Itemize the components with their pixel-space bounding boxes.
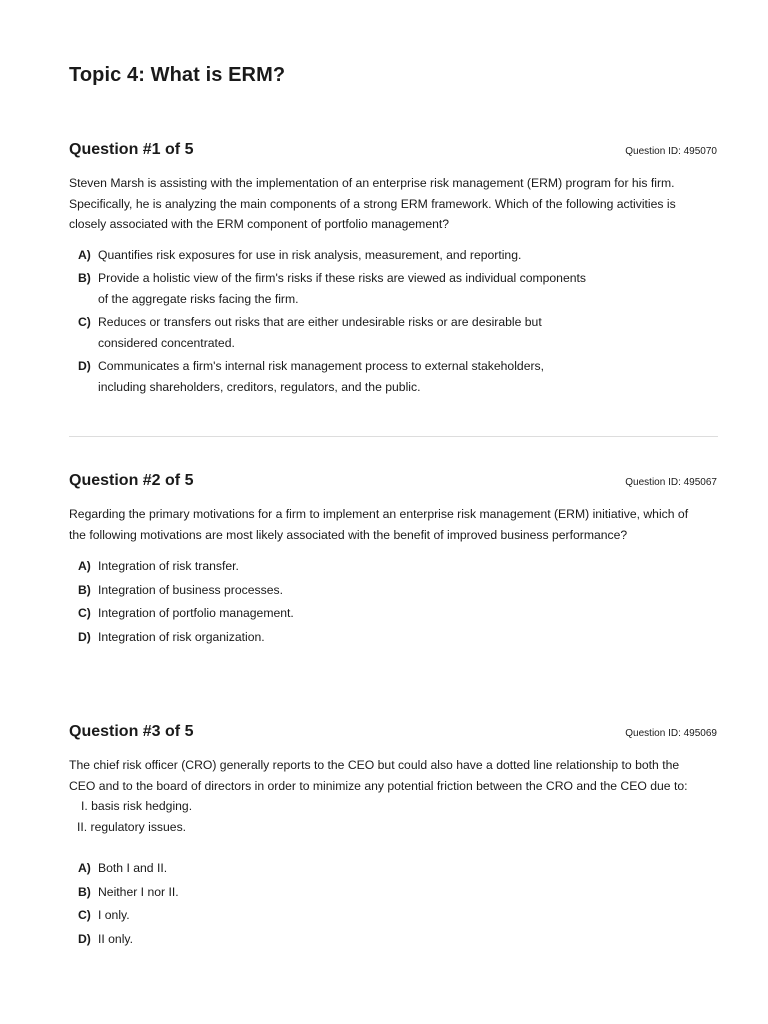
answer-option-c[interactable] (69, 312, 717, 353)
answer-option-a[interactable] (69, 858, 717, 879)
question-id: Question ID: 495067 (625, 477, 717, 488)
answer-option-d[interactable] (69, 929, 717, 950)
answer-option-b[interactable] (69, 268, 717, 309)
answer-letter: B) (78, 884, 91, 899)
answer-option-d[interactable] (69, 356, 717, 397)
answer-text: Neither I nor II. (98, 884, 179, 899)
answer-text: Integration of risk organization. (98, 629, 265, 644)
answer-letter: D) (78, 359, 91, 373)
answer-text: of the aggregate risks facing the firm. (98, 291, 299, 306)
answer-option-a[interactable] (69, 556, 717, 577)
answer-option-a[interactable] (69, 245, 717, 266)
answer-letter: B) (78, 582, 91, 597)
answer-option-d[interactable] (69, 627, 717, 648)
question-text-line: The chief risk officer (CRO) generally reports to the CEO but could also have a dotted line relationship to both the (69, 758, 680, 772)
question-header (69, 472, 717, 496)
answer-letter: D) (78, 931, 91, 946)
answer-option-b[interactable] (69, 882, 717, 903)
question-title: Question #3 of 5 (69, 723, 194, 740)
answer-text: Provide a holistic view of the firm's risks if these risks are viewed as individual components (98, 271, 586, 285)
answer-text: Integration of risk transfer. (98, 559, 239, 573)
answer-text: Communicates a firm's internal risk management process to external stakeholders, (98, 359, 545, 373)
question-text-line: the following motivations are most likely associated with the benefit of improved business performance? (69, 527, 628, 542)
answer-letter: C) (78, 908, 91, 922)
answer-text: considered concentrated. (98, 335, 235, 350)
question-title: Question #1 of 5 (69, 141, 194, 158)
topic-title: Topic 4: What is ERM? (69, 64, 286, 86)
answer-list (69, 556, 717, 647)
question-id: Question ID: 495069 (625, 728, 717, 739)
question-text-line: closely associated with the ERM component of portfolio management? (69, 217, 450, 231)
question-text-line: Specifically, he is analyzing the main components of a strong ERM framework. Which of the following activities is (69, 196, 676, 211)
answer-letter: A) (78, 861, 91, 875)
question-text-line: CEO and to the board of directors in order to minimize any potential friction between the CRO and the CEO due to: (69, 778, 688, 793)
question-divider (69, 436, 718, 437)
answer-list (69, 245, 717, 398)
answer-text: Integration of business processes. (98, 582, 283, 597)
question-text-line: Regarding the primary motivations for a firm to implement an enterprise risk management (ERM) initiative, which of (69, 507, 689, 521)
question-header (69, 141, 717, 165)
answer-option-b[interactable] (69, 580, 717, 601)
answer-letter: A) (78, 247, 91, 262)
question-id: Question ID: 495070 (625, 146, 717, 157)
statement-2: II. regulatory issues. (77, 819, 187, 834)
question-text (69, 173, 717, 235)
answer-text: including shareholders, creditors, regulators, and the public. (98, 379, 421, 394)
question-text (69, 504, 717, 545)
answer-list (69, 858, 717, 949)
answer-letter: A) (78, 559, 91, 573)
question-1 (69, 141, 717, 397)
answer-text: I only. (98, 908, 130, 922)
question-text (69, 755, 717, 796)
answer-letter: B) (78, 271, 91, 285)
question-text-line: Steven Marsh is assisting with the implementation of an enterprise risk management (ERM) program for his firm. (69, 176, 675, 190)
answer-letter: C) (78, 315, 91, 329)
question-header (69, 723, 717, 747)
question-2 (69, 472, 717, 647)
answer-text: II only. (98, 931, 133, 946)
answer-letter: D) (78, 629, 91, 644)
statement-1: I. basis risk hedging. (81, 799, 193, 813)
answer-text: Reduces or transfers out risks that are either undesirable risks or are desirable but (98, 315, 542, 329)
answer-text: Quantifies risk exposures for use in risk analysis, measurement, and reporting. (98, 247, 522, 262)
answer-option-c[interactable] (69, 905, 717, 926)
answer-option-c[interactable] (69, 603, 717, 624)
answer-text: Integration of portfolio management. (98, 606, 294, 620)
answer-text: Both I and II. (98, 861, 168, 875)
answer-letter: C) (78, 606, 91, 620)
question-3 (69, 723, 717, 949)
question-title: Question #2 of 5 (69, 472, 194, 489)
